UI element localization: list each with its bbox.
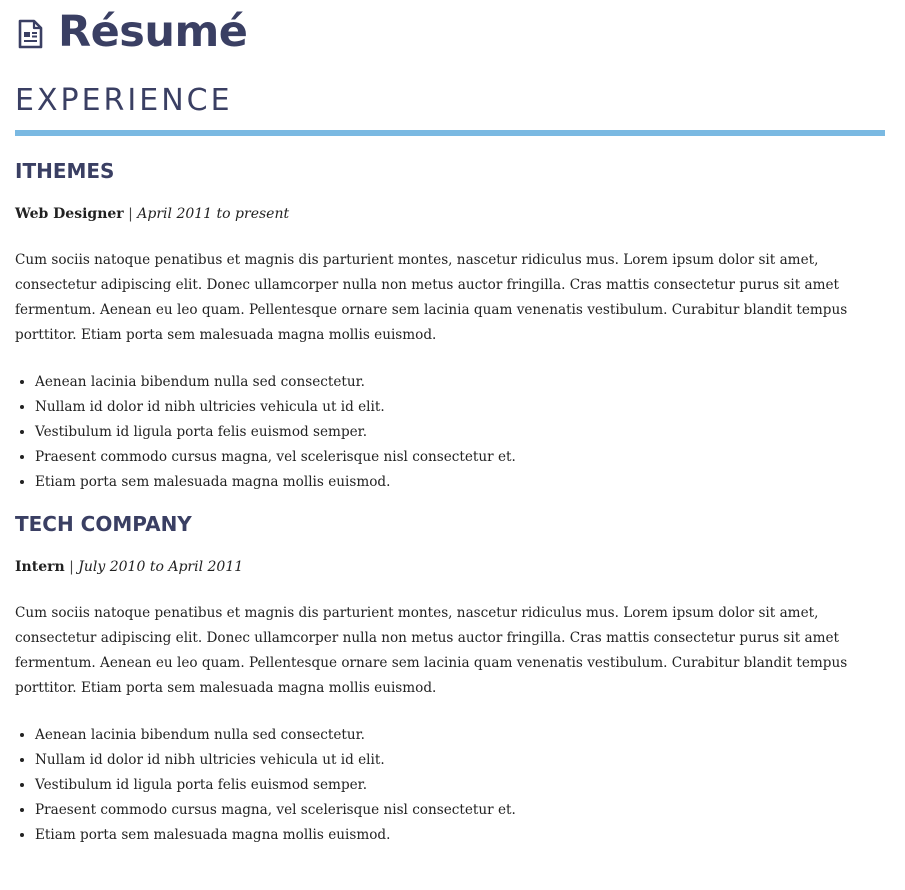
list-item: • Praesent commodo cursus magna, vel scelerisque nisl consectetur et. xyxy=(35,798,885,823)
page-title: Résumé xyxy=(58,7,248,57)
list-item: • Vestibulum id ligula porta felis euismod semper. xyxy=(35,773,885,798)
job-company: ITHEMES xyxy=(15,159,115,183)
title-row xyxy=(15,0,885,64)
resume-page xyxy=(15,0,885,848)
job-separator: | xyxy=(128,206,133,222)
list-item: • Praesent commodo cursus magna, vel scelerisque nisl consectetur et. xyxy=(35,445,885,470)
section-header-experience xyxy=(15,84,885,136)
job-role: Web Designer xyxy=(15,206,124,222)
job-meta xyxy=(15,557,885,577)
job-meta xyxy=(15,204,885,224)
list-item: • Etiam porta sem malesuada magna mollis euismod. xyxy=(35,823,885,848)
list-item: • Aenean lacinia bibendum nulla sed consectetur. xyxy=(35,370,885,395)
job-dates: April 2011 to present xyxy=(137,206,290,222)
job-entry xyxy=(15,158,885,495)
list-item: • Vestibulum id ligula porta felis euismod semper. xyxy=(35,420,885,445)
job-role: Intern xyxy=(15,559,65,575)
job-entry xyxy=(15,511,885,848)
list-item: • Nullam id dolor id nibh ultricies vehicula ut id elit. xyxy=(35,395,885,420)
job-bullet-list xyxy=(15,370,885,495)
job-description: Cum sociis natoque penatibus et magnis dis parturient montes, nascetur ridiculus mus. Lorem ipsum dolor sit amet, consectetur adipiscing elit. Donec ullamcorper nulla non metus auctor fringilla. Cras mattis consectetur purus sit amet fermentum. Aenean eu leo quam. Pellentesque ornare sem lacinia quam venenatis vestibulum. Curabitur blandit tempus porttitor. Etiam porta sem malesuada magna mollis euismod. xyxy=(15,605,848,696)
job-bullet-list xyxy=(15,723,885,848)
job-dates: July 2010 to April 2011 xyxy=(78,559,244,575)
list-item: • Aenean lacinia bibendum nulla sed consectetur. xyxy=(35,723,885,748)
job-company: TECH COMPANY xyxy=(15,512,192,536)
list-item: • Nullam id dolor id nibh ultricies vehicula ut id elit. xyxy=(35,748,885,773)
document-icon xyxy=(18,19,44,49)
job-description: Cum sociis natoque penatibus et magnis dis parturient montes, nascetur ridiculus mus. Lorem ipsum dolor sit amet, consectetur adipiscing elit. Donec ullamcorper nulla non metus auctor fringilla. Cras mattis consectetur purus sit amet fermentum. Aenean eu leo quam. Pellentesque ornare sem lacinia quam venenatis vestibulum. Curabitur blandit tempus porttitor. Etiam porta sem malesuada magna mollis euismod. xyxy=(15,252,848,343)
list-item: • Etiam porta sem malesuada magna mollis euismod. xyxy=(35,470,885,495)
job-separator: | xyxy=(69,559,74,575)
section-title: EXPERIENCE xyxy=(15,83,233,118)
